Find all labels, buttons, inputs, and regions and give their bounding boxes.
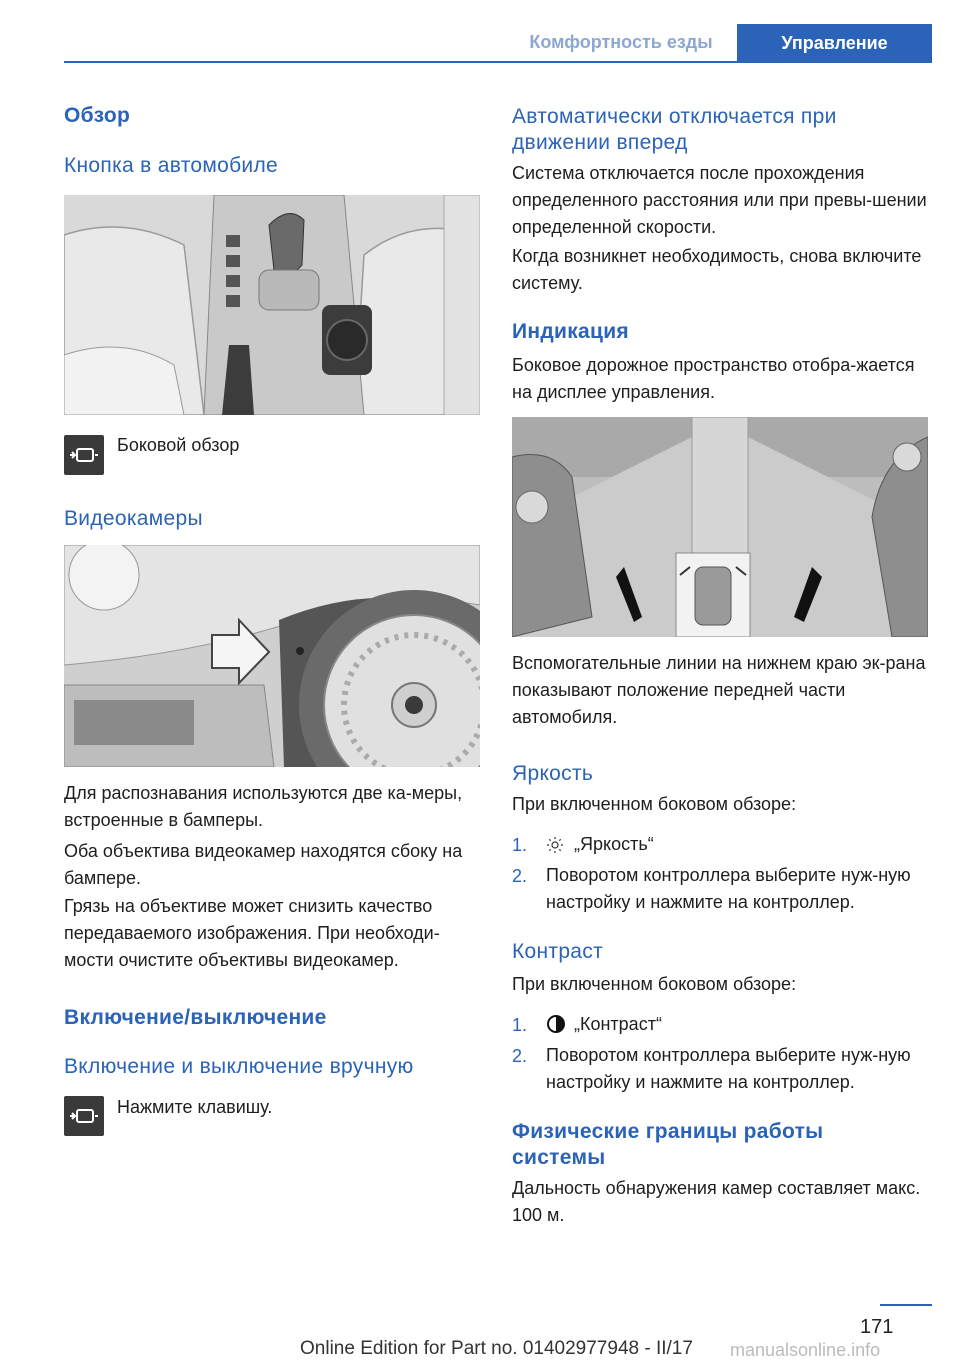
contrast-step-1-text: „Контраст“ [574, 1014, 662, 1034]
cameras-title: Видеокамеры [64, 507, 203, 530]
edition-line: Online Edition for Part no. 01402977948 - II/17 [300, 1338, 693, 1359]
header-section-tab: Комфортность езды [529, 32, 713, 52]
contrast-step-2-number: 2. [512, 1046, 528, 1066]
cameras-paragraph-2: Оба объектива видеокамер находятся сбоку на бампере. [64, 841, 463, 888]
footer-rule [880, 1304, 932, 1306]
auto-off-paragraph-2: Когда возникнет необходимость, снова включите систему. [512, 246, 922, 293]
header-active-tab: Управление [737, 24, 932, 63]
button-in-car-title: Кнопка в автомобиле [64, 154, 278, 177]
overview-title: Обзор [64, 104, 131, 127]
side-view-display-image [512, 417, 928, 637]
contrast-intro: При включенном боковом обзоре: [512, 974, 797, 994]
watermark: manualsonline.info [730, 1340, 881, 1360]
press-key-text: Нажмите клавишу. [117, 1097, 273, 1117]
display-paragraph-2: Вспомогательные линии на нижнем краю эк-рана показывают положение передней части автомобиля. [512, 653, 926, 727]
console-photo [64, 195, 480, 415]
cameras-paragraph-3: Грязь на объективе может снизить качество передаваемого изображения. При необходи-мости очистите объективы видеокамер. [64, 896, 440, 970]
bumper-camera-photo [64, 545, 480, 767]
page-number: 171 [860, 1316, 894, 1338]
brightness-intro: При включенном боковом обзоре: [512, 794, 797, 814]
brightness-sun-icon [546, 836, 564, 854]
side-view-key-icon [64, 1096, 104, 1136]
cameras-paragraph-1: Для распознавания используются две ка-меры, встроенные в бамперы. [64, 783, 463, 830]
header-rule [64, 61, 932, 63]
brightness-step-1-text: „Яркость“ [574, 834, 654, 854]
brightness-title: Яркость [512, 762, 594, 785]
brightness-step-1-number: 1. [512, 835, 528, 855]
auto-off-paragraph-1: Система отключается после прохождения определенного расстояния или при превы-шении определенной скорости. [512, 163, 927, 237]
onoff-title: Включение/выключение [64, 1006, 327, 1029]
contrast-icon [546, 1014, 566, 1034]
manual-onoff-title: Включение и выключение вручную [64, 1055, 414, 1078]
display-title: Индикация [512, 320, 629, 343]
limits-title: Физические границы работы системы [512, 1120, 824, 1169]
brightness-step-2-number: 2. [512, 866, 528, 886]
limits-paragraph-1: Дальность обнаружения камер составляет макс. 100 м. [512, 1178, 921, 1225]
contrast-title: Контраст [512, 940, 604, 963]
auto-off-title: Автоматически отключается при движении вперед [512, 105, 837, 154]
contrast-step-1-number: 1. [512, 1015, 528, 1035]
brightness-step-2-text: Поворотом контроллера выберите нуж-ную настройку и нажмите на контроллер. [546, 865, 911, 912]
side-view-label: Боковой обзор [117, 435, 240, 455]
display-paragraph-1: Боковое дорожное пространство отобра-жается на дисплее управления. [512, 355, 915, 402]
side-view-button-icon [64, 435, 104, 475]
contrast-step-2-text: Поворотом контроллера выберите нуж-ную настройку и нажмите на контроллер. [546, 1045, 911, 1092]
